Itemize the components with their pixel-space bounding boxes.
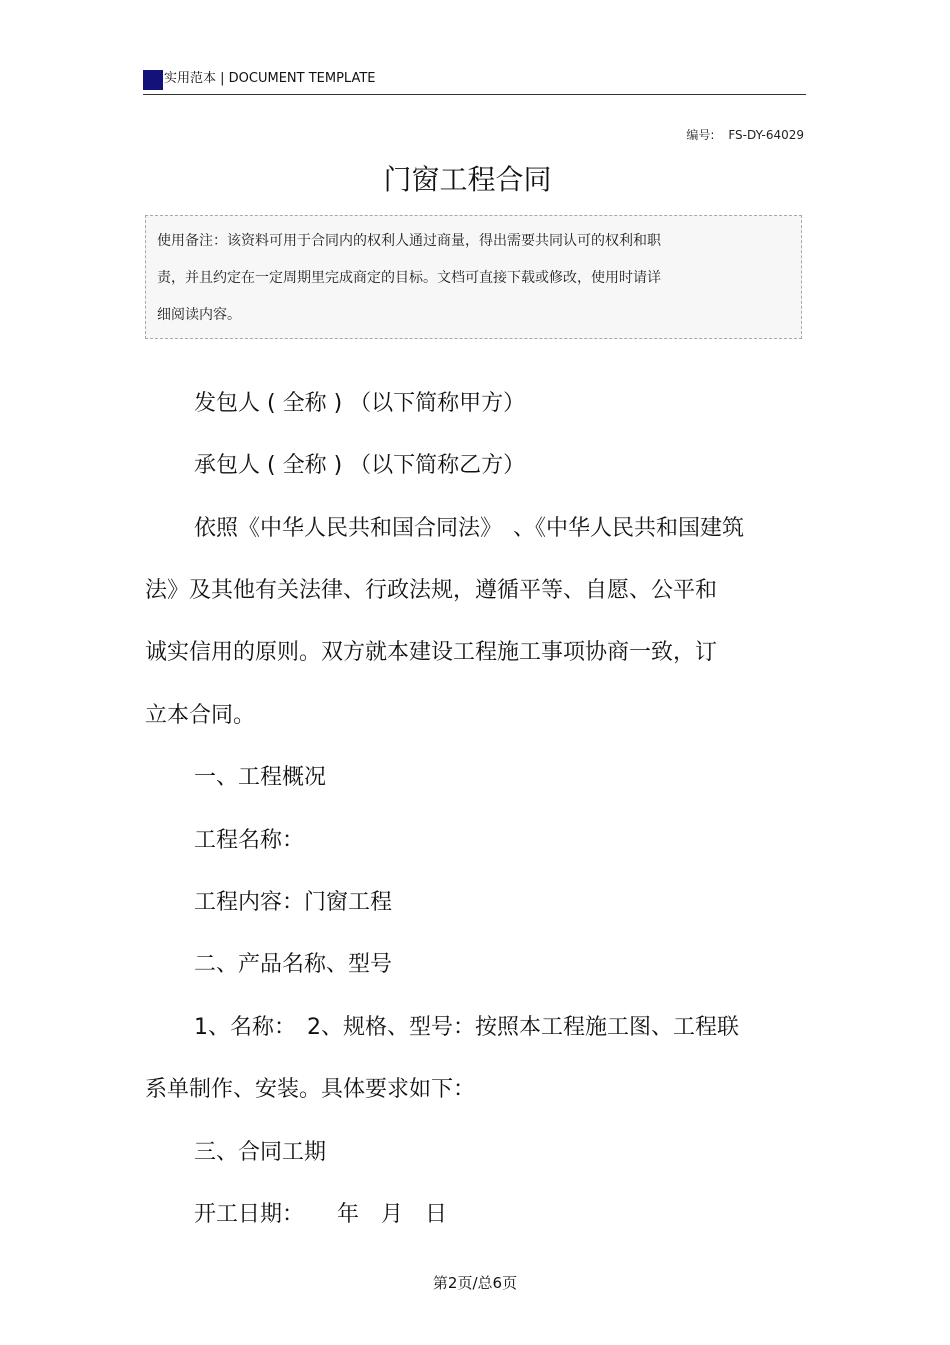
body-line-product-spec: 1、名称： 2、规格、型号：按照本工程施工图、工程联 bbox=[194, 1015, 739, 1040]
body-line-paragraph: 立本合同。 bbox=[145, 703, 256, 728]
body-line-project-name: 工程名称： bbox=[194, 828, 305, 853]
section-heading-product: 二、产品名称、型号 bbox=[194, 952, 393, 977]
usage-note-line: 细阅读内容。 bbox=[157, 307, 241, 323]
usage-note-box bbox=[145, 215, 802, 339]
section-heading-contract-period: 三、合同工期 bbox=[194, 1140, 327, 1165]
header-text: 实用范本 | DOCUMENT TEMPLATE bbox=[164, 71, 376, 86]
body-line-project-content: 工程内容：门窗工程 bbox=[194, 890, 393, 915]
document-number bbox=[686, 127, 804, 143]
section-heading-project-overview: 一、工程概况 bbox=[194, 765, 327, 790]
usage-note-line: 使用备注：该资料可用于合同内的权利人通过商量，得出需要共同认可的权利和职 bbox=[157, 233, 661, 249]
body-line-paragraph: 诚实信用的原则。双方就本建设工程施工事项协商一致，订 bbox=[145, 640, 718, 665]
document-title: 门窗工程合同 bbox=[383, 163, 552, 196]
document-number-label: 编号: bbox=[686, 128, 715, 142]
body-line-start-date: 开工日期： 年 月 日 bbox=[194, 1202, 448, 1227]
page-footer-page-number: 第2页/总6页 bbox=[432, 1274, 518, 1292]
body-line-paragraph: 依照《中华人民共和国合同法》 、《中华人民共和国建筑 bbox=[194, 516, 745, 541]
document-number-value: FS-DY-64029 bbox=[728, 128, 804, 142]
usage-note-line: 责，并且约定在一定周期里完成商定的目标。文档可直接下载或修改，使用时请详 bbox=[157, 270, 661, 286]
header-logo-square bbox=[143, 70, 163, 90]
page-header bbox=[143, 68, 806, 95]
body-line-paragraph: 法》及其他有关法律、行政法规，遵循平等、自愿、公平和 bbox=[145, 578, 718, 603]
body-line-product-spec: 系单制作、安装。具体要求如下： bbox=[145, 1077, 476, 1102]
body-line-employer: 发包人 ( 全称 ) （以下简称甲方） bbox=[194, 391, 526, 416]
body-line-contractor: 承包人 ( 全称 ) （以下简称乙方） bbox=[194, 453, 526, 478]
